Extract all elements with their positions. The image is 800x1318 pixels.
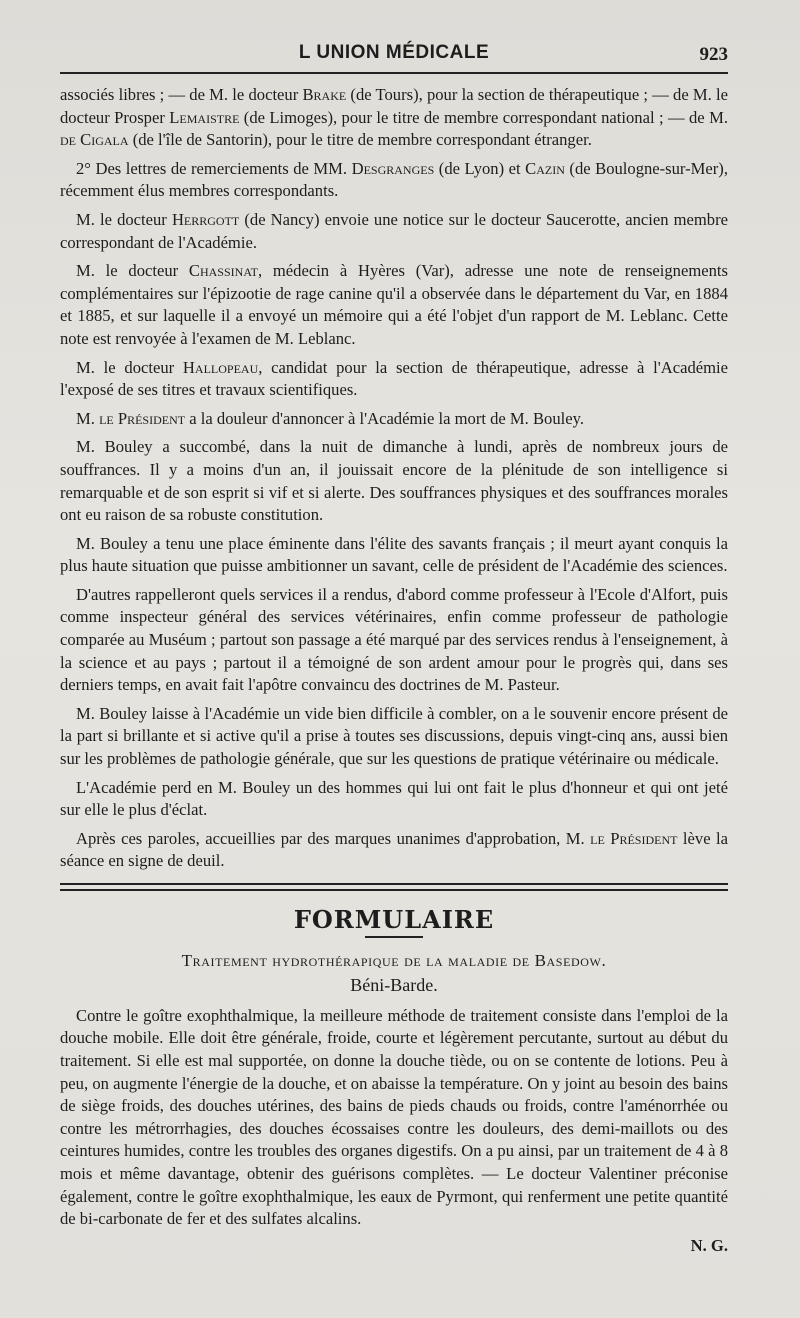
paragraph [60, 703, 728, 771]
paragraph [60, 260, 728, 350]
text-run: M. [76, 408, 100, 428]
page-body [60, 84, 728, 1257]
journal-title: L UNION MÉDICALE [298, 42, 490, 63]
formulaire-heading: FORMULAIRE [293, 905, 495, 934]
running-header [60, 38, 728, 68]
formulaire-paragraph: Contre le goître exophthalmique, la meilleure méthode de traitement consiste dans l'emploi de la douche mobile. Elle doit être générale, froide, courte et légèrement percutante, surtout au début du traitement. Si elle est mal supportée, on donne la douche tiède, ou on se contente de lotions. Peu à peu, on augmente l'énergie de la douche, et on abaisse la température. On y joint au besoin des bains de siège froids, des douches utérines, des bains de pieds chauds ou froids, contre l'aménorrhée ou contre les métrorrhagies, des douches écossaises contre les douleurs, des demi-maillots ou des ceintures humides, contre les troubles des organes digestifs. On a pu ainsi, par un traitement de 4 à 8 mois et même davantage, obtenir des guérisons complètes. — Le docteur Valentiner préconise également, contre le goître exophthalmique, les eaux de Pyrmont, qui renferment une petite quantité de bi-carbonate de fer et des sulfates alcalins. [60, 1005, 728, 1229]
text-run: (de Lyon) et [434, 158, 526, 178]
text-run: M. le docteur [76, 261, 189, 281]
paragraph [60, 584, 728, 697]
text-run: (de Nancy) envoie une notice sur le docteur Saucerotte, ancien membre correspondant de l'Académie. [60, 209, 728, 252]
person-name: le Président [590, 828, 678, 848]
paragraph [60, 209, 728, 254]
paragraph [60, 533, 728, 578]
person-name: Herrgott [171, 209, 240, 229]
text-run: (de l'île de Santorin), pour le titre de membre correspondant étranger. [128, 130, 592, 150]
text-run: M. le docteur [76, 357, 183, 377]
proceedings-text [60, 84, 728, 873]
page-number: 923 [699, 44, 728, 65]
paragraph [60, 357, 728, 402]
paragraph [60, 158, 728, 203]
paragraph [60, 777, 728, 822]
article-subtitle: Traitement hydrothérapique de la maladie de Basedow. [181, 950, 607, 970]
person-name: le Président [99, 408, 186, 428]
text-run: lève la séance en signe de deuil. [60, 828, 728, 871]
person-name: Lemaistre [169, 107, 240, 127]
paragraph [60, 436, 728, 526]
section-double-rule [60, 883, 728, 891]
text-run: 2° Des lettres de remerciements de MM. [76, 158, 352, 178]
text-run: M. Bouley laisse à l'Académie un vide bien difficile à combler, on a le souvenir encore présent de la part si brillante et si active qu'il a prise à toutes ses discussions, depuis vingt-cinq ans, aussi bien sur les problèmes de pathologie générale, que sur les questions de pratique vétérinaire ou médicale. [60, 703, 728, 769]
text-run: M. le docteur [76, 209, 172, 229]
person-name: Hallopeau [182, 357, 259, 377]
paragraph [60, 84, 728, 152]
text-run: L'Académie perd en M. Bouley un des hommes qui lui ont fait le plus d'honneur et qui ont jeté sur elle le plus d'éclat. [60, 777, 728, 820]
header-rule [60, 72, 728, 74]
text-run: , candidat pour la section de thérapeutique, adresse à l'Académie l'exposé de ses titres et travaux scientifiques. [60, 357, 728, 400]
text-run: , médecin à Hyères (Var), adresse une note de renseignements complémentaires sur l'épizootie de rage canine qu'il a observée dans le département du Var, en 1884 et 1885, et sur laquelle il a envoyé un mémoire qui a été l'objet d'un rapport de M. Leblanc. Cette note est renvoyée à l'examen de M. Leblanc. [60, 261, 728, 348]
article-author: Béni-Barde. [350, 975, 438, 996]
person-name: Chassinat [188, 261, 258, 281]
paragraph [60, 828, 728, 873]
person-name: Desgranges [351, 158, 435, 178]
signature: N. G. [690, 1235, 728, 1255]
person-name: Brake [302, 85, 347, 104]
text-run: (de Limoges), pour le titre de membre correspondant national ; — de M. [239, 107, 728, 127]
text-run: associés libres ; — de M. le docteur [60, 85, 303, 104]
text-run: M. Bouley a tenu une place éminente dans l'élite des savants français ; il meurt ayant conquis la plus haute situation que puisse ambitionner un savant, celle de président de l'Académie des sciences. [60, 533, 728, 576]
person-name: Cazin [525, 158, 565, 178]
heading-underline [365, 936, 423, 938]
text-run: M. Bouley a succombé, dans la nuit de dimanche à lundi, après de nombreux jours de souffrances. Il y a moins d'un an, il jouissait encore de la plénitude de son intelligence si remarquable et de son esprit si vif et si alerte. Des souffrances physiques et des souffrances morales ont eu raison de sa robuste constitution. [60, 437, 728, 525]
text-run: D'autres rappelleront quels services il a rendus, d'abord comme professeur à l'Ecole d'Alfort, puis comme inspecteur général des services vétérinaires, enfin comme professeur de pathologie comparée au Muséum ; partout son passage a été marqué par des services rendus à l'enseignement, à la science et au pays ; partout il a témoigné de son ardent amour pour le progrès qui, dans ses derniers temps, en avait fait l'apôtre convaincu des doctrines de M. Pasteur. [60, 584, 728, 695]
text-run: (de Boulogne-sur-Mer), récemment élus membres correspondants. [60, 158, 728, 201]
text-run: (de Tours), pour la section de thérapeutique ; — de M. le docteur Prosper [60, 85, 728, 127]
paragraph [60, 408, 728, 431]
text-run: Après ces paroles, accueillies par des marques unanimes d'approbation, M. [76, 828, 591, 848]
person-name: de Cigala [60, 130, 129, 150]
text-run: a la douleur d'annoncer à l'Académie la mort de M. Bouley. [185, 408, 584, 428]
